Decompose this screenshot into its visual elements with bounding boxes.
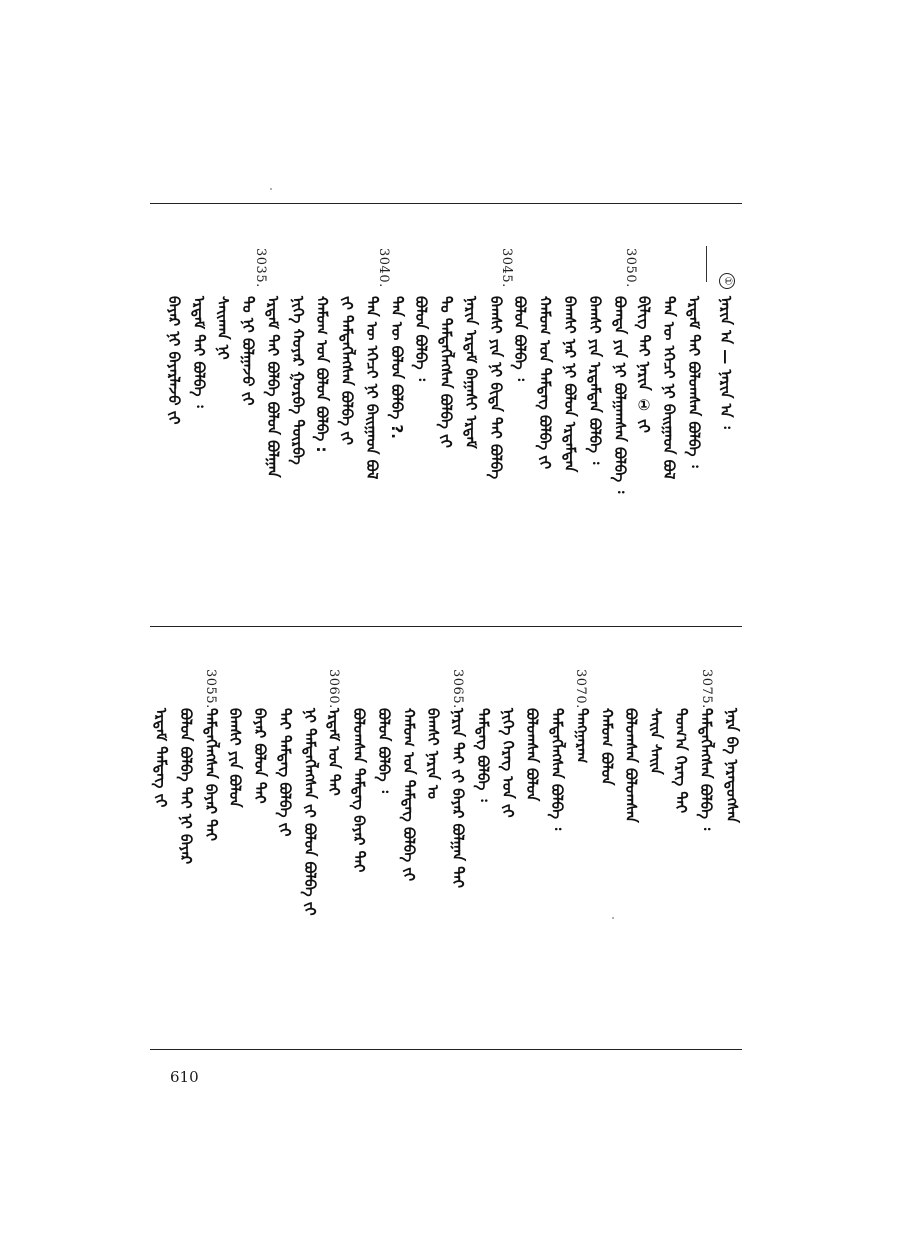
scan-speck bbox=[612, 917, 614, 919]
verse-line: ᠪᠣᠯᠤᠨ ᠪᠣᠯᠪᠠ ᠄ bbox=[511, 296, 529, 381]
verse-line: ᠲᠡᠢ ᠲᠡᠮᠳᠡᠭ ᠪᠣᠯᠪᠠ ᠵᠢ bbox=[276, 708, 294, 837]
line-number: 3065. bbox=[450, 669, 465, 709]
verse-line: ᠡᠷᠳᠡᠮ ᠤᠨ ᠲᠡᠢ bbox=[325, 708, 343, 796]
verse-line: ᠪᠠᠶᠠᠷ ᠪᠣᠯᠤᠨ ᠲᠡᠢ bbox=[251, 708, 269, 804]
verse-line: ᠲᠡᠨ ᠦ ᠡᠭᠡᠴᠢ ᠨᠢ ᠪᠠᠢᠭᠠᠳ ᠪᠣᠯ bbox=[363, 296, 381, 480]
verse-line: ᠡᠷᠳᠡᠮ ᠲᠡᠮᠳᠡᠭ ᠵᠢ bbox=[152, 708, 170, 808]
bottom-rule bbox=[150, 1049, 742, 1050]
verse-line: ᠨᠢᠭᠡ ᠬᠡᠷᠡᠭ ᠤᠨ ᠵᠢ bbox=[499, 708, 517, 818]
verse-line: ᠪᠣᠯᠤᠨ ᠪᠣᠯᠪᠠ ᠄ bbox=[412, 296, 430, 381]
line-number: 3060. bbox=[326, 669, 341, 709]
verse-line: ᠰᠠᠢᠬᠠᠨ ᠨᠢ bbox=[214, 296, 232, 360]
verse-line: ᠬᠠᠮᠤᠭ ᠪᠣᠯᠤᠨ bbox=[598, 708, 616, 786]
verse-line: ᠬᠠᠮᠤᠭ ᠤᠨ ᠲᠡᠮᠳᠡᠭ ᠪᠣᠯᠪᠠ ᠵᠢ bbox=[400, 708, 418, 882]
top-rule bbox=[150, 203, 742, 204]
verse-line: ᠡᠷᠳᠡᠮ ᠲᠡᠢ ᠪᠣᠯᠪᠠ ᠪᠣᠯᠤᠨ ᠪᠣᠯᠭᠠᠨ bbox=[264, 296, 282, 478]
verse-line: ᠲᠡᠨ ᠦ ᠪᠣᠯᠤᠨ ᠪᠣᠯᠪᠠ ?. bbox=[388, 296, 406, 439]
verse-line: ᠲᠣᠭ᠎ᠠ ᠬᠡᠷᠡᠭ ᠲᠡᠢ bbox=[672, 708, 690, 814]
verse-line: ᠲᠡᠨ ᠦ ᠡᠭᠡᠴᠢ ᠨᠢ ᠪᠠᠢᠭᠠᠳ ᠪᠣᠯ bbox=[660, 296, 678, 480]
verse-line: ᠪᠣᠯᠤᠨ ᠪᠣᠯᠪᠠ ᠲᠡᠢ ᠨᠢ ᠪᠠᠶᠠᠷ bbox=[177, 708, 195, 865]
middle-rule bbox=[150, 626, 742, 627]
verse-line: ᠲᠡᠮᠳᠡᠭᠯᠡᠭᠰᠡᠨ ᠪᠣᠯᠪᠠ ᠄ bbox=[548, 708, 566, 831]
footnote-text: ᠨᠠᠷᠢᠨ ᠎ᠠ — ᠨᠠᠷᠢᠨ ᠎ᠠ ᠄ bbox=[717, 296, 735, 429]
line-number: 3070. bbox=[573, 669, 588, 709]
line-number: 3055. bbox=[203, 669, 218, 709]
verse-line: ᠪᠠᠭᠰᠢ ᠶᠢᠨ ᠨᠢ ᠪᠢᠳᠡ ᠲᠡᠢ ᠪᠣᠯᠪᠠ bbox=[487, 296, 505, 480]
verse-line: ᠨᠡᠷᠡ ᠪᠡ ᠨᠡᠷᠡᠳᠦᠭᠰᠡᠨ bbox=[723, 708, 741, 823]
verse-line: ᠪᠠᠶᠠᠷ ᠨᠢ ᠪᠠᠶᠠᠷᠯᠠᠵᠤ ᠵᠢ bbox=[165, 296, 183, 425]
verse-line: ᠪᠣᠯᠤᠭᠰᠠᠨ ᠲᠡᠮᠳᠡᠭ ᠪᠠᠶᠠᠷ ᠲᠡᠢ bbox=[350, 708, 368, 873]
verse-line: ᠰᠠᠢᠨ ᠰᠠᠢᠨ bbox=[647, 708, 665, 775]
verse-line: ᠲᠡᠮᠳᠡᠭᠯᠡᠭᠰᠡᠨ ᠪᠠᠶᠠᠷ ᠲᠡᠢ bbox=[202, 708, 220, 842]
verse-line: ᠪᠠᠭᠰᠢ ᠨᠠᠷᠢᠨ ᠤ bbox=[424, 708, 442, 799]
verse-line: ᠲᠣ ᠲᠡᠮᠳᠡᠭᠯᠡᠭᠰᠡᠨ ᠪᠣᠯᠪᠠ ᠵᠢ bbox=[437, 296, 455, 448]
verse-line: ᠬᠠᠮᠤᠭ ᠤᠨ ᠲᠡᠮᠳᠡᠭ ᠪᠣᠯᠪᠠ ᠵᠢ bbox=[536, 296, 554, 470]
verse-line: ᠪᠣᠭᠳᠠ ᠶᠢᠨ ᠨᠢ ᠪᠣᠯᠭᠠᠭᠰᠠᠨ ᠪᠣᠯᠪᠠ ᠄ bbox=[611, 296, 629, 494]
verse-line: ᠨᠠᠷᠢᠨ ᠡᠷᠳᠡᠮ ᠪᠠᠭᠠᠰᠢ ᠡᠷᠳᠡᠮ bbox=[462, 296, 480, 449]
verse-line: ᠪᠣᠯᠤᠨ ᠪᠣᠯᠪᠠ ᠄ bbox=[375, 708, 393, 793]
verse-line: ᠪᠠᠭᠰᠢ ᠶᠢᠨ ᠪᠣᠯᠤᠨ bbox=[226, 708, 244, 808]
verse-line: ᠪᠠᠭᠰᠢ ᠶᠢᠨ ᠡᠷᠳᠡᠮᠲᠡᠨ ᠪᠣᠯᠪᠠ ᠄ bbox=[586, 296, 604, 465]
verse-line: ᠪᠠᠭᠰᠢ ᠨᠠᠷ ᠨᠢ ᠪᠣᠯᠤᠨ ᠡᠷᠳᠡᠮᠲᠡᠨ bbox=[561, 296, 579, 473]
line-number: 3045. bbox=[499, 248, 514, 288]
verse-line: ᠨᠢ ᠲᠡᠮᠳᠡᠭᠯᠡᠭᠰᠡᠨ ᠵᠢ ᠪᠣᠯᠤᠨ ᠪᠣᠯᠪᠠ ᠵᠢ bbox=[301, 708, 319, 916]
verse-line: ᠵᠢ ᠲᠡᠮᠳᠡᠭᠯᠡᠭᠰᠡᠨ ᠪᠣᠯᠪᠠ ᠵᠢ bbox=[338, 296, 356, 446]
scan-speck bbox=[270, 188, 272, 190]
verse-line: ᠲᠡᠮᠳᠡᠭ ᠪᠣᠯᠪᠠ ᠄ bbox=[474, 708, 492, 802]
footnote-separator bbox=[706, 246, 707, 282]
verse-line: ᠪᠢᠯᠢᠭ ᠲᠡᠢ ᠨᠠᠷᠢᠨ ① ᠵᠢ bbox=[635, 296, 653, 433]
verse-line: ᠪᠣᠯᠤᠭᠰᠠᠨ ᠪᠣᠯᠤᠨ bbox=[523, 708, 541, 802]
verse-line: ᠲᠡᠮᠳᠡᠭᠯᠡᠭᠰᠡᠨ ᠪᠣᠯᠪᠠ ᠄ bbox=[697, 708, 715, 831]
verse-line: ᠡᠷᠳᠡᠮ ᠲᠡᠢ ᠪᠣᠯᠪᠠ ᠄ bbox=[190, 296, 208, 408]
page-number: 610 bbox=[170, 1068, 199, 1086]
footnote-mark: ① bbox=[719, 273, 735, 289]
verse-line: ᠨᠢᠭᠡ ᠬᠣᠶᠠᠷ ᠭᠤᠷᠪᠠ ᠳᠥᠷᠪᠡ bbox=[289, 296, 307, 465]
line-number: 3035. bbox=[253, 248, 268, 288]
line-number: 3040. bbox=[376, 248, 391, 288]
verse-line: ᠨᠠᠷᠢᠨ ᠲᠡᠢ ᠵᠢ ᠪᠠᠶᠠᠷ ᠪᠣᠯᠭᠠᠨ ᠲᠡᠢ bbox=[449, 708, 467, 889]
verse-line: ᠡᠷᠳᠡᠮ ᠲᠡᠢ ᠪᠣᠯᠤᠭᠰᠠᠨ ᠪᠣᠯᠪᠠ ᠄ bbox=[685, 296, 703, 468]
line-number: 3075. bbox=[699, 669, 714, 709]
verse-line: ᠲᠠᠩᠭᠠᠷᠠᠭ bbox=[573, 708, 591, 764]
verse-line: ᠲᠣ ᠨᠢ ᠪᠣᠯᠭᠠᠵᠤ ᠵᠢ bbox=[239, 296, 257, 406]
verse-line: ᠪᠣᠯᠤᠭᠰᠠᠨ ᠪᠣᠯᠤᠭᠰᠠᠨ bbox=[622, 708, 640, 823]
line-number: 3050. bbox=[623, 248, 638, 288]
verse-line: ᠬᠠᠮᠤᠭ ᠤᠨ ᠪᠣᠯᠤᠨ ᠪᠣᠯᠪᠠ : bbox=[313, 296, 331, 453]
